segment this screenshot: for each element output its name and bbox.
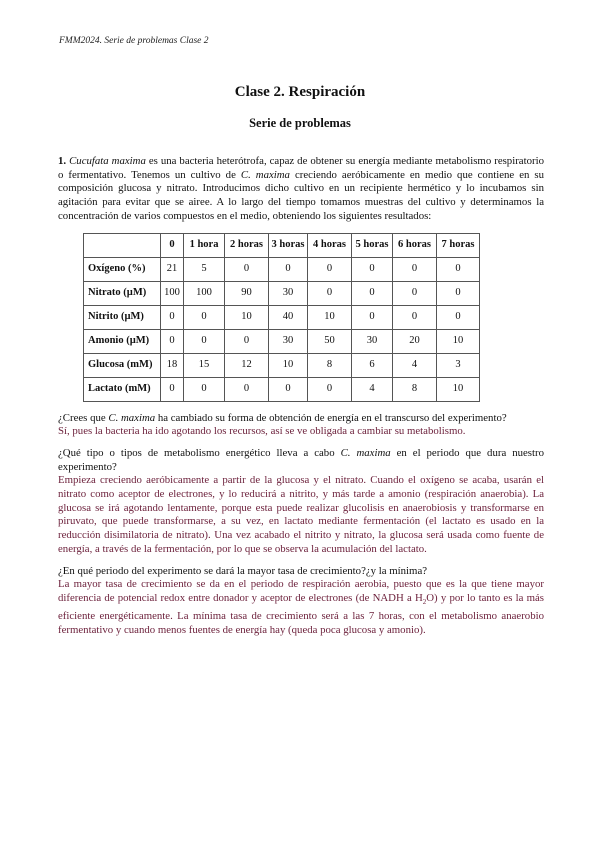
table-cell: 3 [437,353,480,377]
table-header-cell: 6 horas [393,233,437,257]
table-row [84,353,480,377]
table-cell: 10 [225,305,269,329]
table-cell: 0 [437,305,480,329]
row-label-oxigeno: Oxígeno (%) [84,257,161,281]
table-cell: 10 [269,353,308,377]
table-header-cell: 0 [161,233,184,257]
row-label-nitrito: Nitrito (µM) [84,305,161,329]
table-cell: 8 [308,353,352,377]
table-cell: 0 [352,305,393,329]
table-cell: 0 [437,257,480,281]
table-cell: 0 [308,257,352,281]
table-row [84,305,480,329]
table-cell: 10 [437,329,480,353]
table-header-cell: 5 horas [352,233,393,257]
table-header-cell: 3 horas [269,233,308,257]
row-label-glucosa: Glucosa (mM) [84,353,161,377]
answer-1: Sí, pues la bacteria ha ido agotando los recursos, así se ve obligada a cambiar su metabolismo. [58,425,466,438]
table-cell: 5 [184,257,225,281]
table-cell: 0 [352,257,393,281]
answer-3-start: La mayor tasa de crecimiento se da en el periodo de respiración aerobia, puesto que es la que tiene mayor diferencia de potencial redox entre donador y aceptor de electrones (de NADH a H [58,578,544,604]
table-cell: 0 [393,257,437,281]
table-cell: 6 [352,353,393,377]
table-cell: 10 [437,377,480,401]
table-cell: 0 [225,257,269,281]
table-cell: 30 [352,329,393,353]
table-row [84,281,480,305]
organism-short: C. maxima [240,168,290,181]
table-cell: 20 [393,329,437,353]
table-header-cell: 4 horas [308,233,352,257]
table-cell: 21 [161,257,184,281]
question-2-organism: C. maxima [340,446,391,459]
table-cell: 90 [225,281,269,305]
table-cell: 12 [225,353,269,377]
table-header-cell: 7 horas [437,233,480,257]
results-table [83,233,480,402]
table-corner [84,233,161,257]
table-cell: 30 [269,281,308,305]
organism-name: Cucufata maxima [69,155,146,167]
table-cell: 50 [308,329,352,353]
qa-block-3 [58,565,544,638]
table-cell: 0 [184,377,225,401]
page-subtitle: Serie de problemas [249,116,351,130]
question-2-end: en el periodo que dura nuestro experimento? [58,446,544,473]
question-1-organism: C. maxima [108,411,156,424]
row-label-nitrato: Nitrato (µM) [84,281,161,305]
table-cell: 0 [437,281,480,305]
table-cell: 100 [184,281,225,305]
table-cell: 0 [161,329,184,353]
page-title: Clase 2. Respiración [234,84,366,100]
table-row [84,329,480,353]
question-1 [58,412,544,426]
table-cell: 0 [352,281,393,305]
table-header-cell: 2 horas [225,233,269,257]
table-cell: 10 [308,305,352,329]
table-cell: 4 [352,377,393,401]
qa-block-2 [58,447,544,557]
question-1-end: ha cambiado su forma de obtención de energía en el transcurso del experimento? [155,411,507,424]
table-cell: 0 [225,329,269,353]
table-cell: 40 [269,305,308,329]
table-cell: 8 [393,377,437,401]
question-2 [58,447,544,474]
table-cell: 15 [184,353,225,377]
answer-3-end: O) y por lo tanto es la más eficiente energéticamente. La mínima tasa de crecimiento será a las 7 horas, con el metabolismo anaerobio fermentativo y cuando menos fuentes de energía hay (queda poca glucosa y amonio). [58,591,544,636]
table-cell: 0 [393,281,437,305]
table-cell: 30 [269,329,308,353]
problem-number: 1. [58,155,67,167]
table-header-cell: 1 hora [184,233,225,257]
table-cell: 0 [161,305,184,329]
question-2-start: ¿Qué tipo o tipos de metabolismo energético lleva a cabo [58,446,341,459]
table-cell: 0 [308,377,352,401]
qa-block-1 [58,412,544,439]
row-label-amonio: Amonio (µM) [84,329,161,353]
table-header-row [84,233,480,257]
answer-3-subscript: 2 [422,598,427,607]
table-cell: 4 [393,353,437,377]
table-cell: 0 [308,281,352,305]
table-cell: 0 [184,305,225,329]
table-cell: 0 [161,377,184,401]
document-body [58,155,544,637]
table-cell: 0 [393,305,437,329]
problem-intro-2: creciendo aeróbicamente en medio que contiene en su composición glucosa y nitrato. Introducimos dicho cultivo en un recipiente hermético y lo incubamos sin agitación para evitar que se airee. A lo largo del tiempo tomamos muestras del cultivo y determinamos la concentración de varios compuestos en el medio, obteniendo los siguientes resultados: [58,168,545,222]
table-cell: 0 [269,257,308,281]
table-cell: 0 [184,329,225,353]
table-cell: 0 [269,377,308,401]
row-label-lactato: Lactato (mM) [84,377,161,401]
page-header: FMM2024. Serie de problemas Clase 2 [59,36,209,46]
question-1-start: ¿Crees que [58,411,109,424]
table-cell: 100 [161,281,184,305]
table-cell: 18 [161,353,184,377]
answer-3 [58,578,544,637]
table-cell: 0 [225,377,269,401]
answer-2: Empieza creciendo aeróbicamente a partir de la glucosa y el nitrato. Cuando el oxígeno se acaba, usarán el nitrato como aceptor de electrones, y lo reducirá a nitrito, y más tarde a amonio (respiración anaerobia). La glucosa se irá agotando lentamente, porque esta puede realizar glucolisis en anaerobiosis y transformarse en piruvato, que puede transformarse, a su vez, en lactato mediante fermentación (el lactato es usado en la reducción disimilatoria de nitrato). Una vez acabado el nitrito y nitrato, la glucosa será usada como fuente de energía, a través de la fermentación, por lo que se observa la acumulación del lactato. [58,474,544,555]
problem-intro-1: es una bacteria heterótrofa, capaz de obtener su energía mediante metabolismo respiratorio o fermentativo. Tenemos un cultivo de [58,155,544,181]
table-row [84,377,480,401]
question-3: ¿En qué periodo del experimento se dará la mayor tasa de crecimiento?¿y la mínima? [58,564,428,577]
table-row [84,257,480,281]
problem-statement [58,155,544,224]
